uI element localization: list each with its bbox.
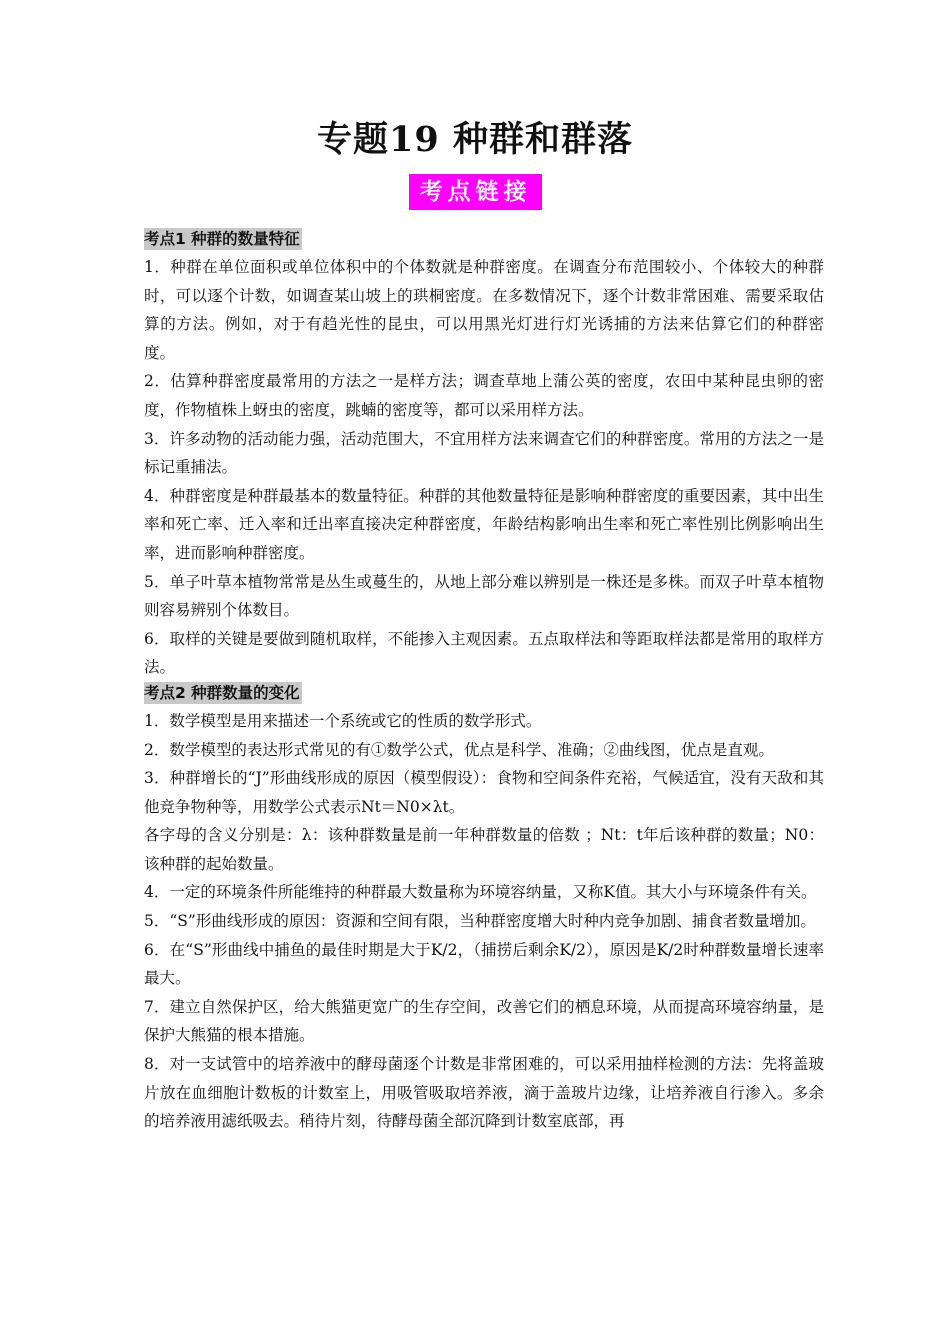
section-heading: 考点1 种群的数量特征	[144, 230, 300, 248]
paragraph: 5．单子叶草本植物常常是丛生或蔓生的，从地上部分难以辨别是一株还是多株。而双子叶草本植物则容易辨别个体数目。	[144, 572, 824, 620]
paragraph: 1．数学模型是用来描述一个系统或它的性质的数学形式。	[144, 711, 542, 730]
paragraph: 6．取样的关键是要做到随机取样，不能掺入主观因素。五点取样法和等距取样法都是常用的取样方法。	[144, 629, 824, 677]
page-title: 专题19 种群和群落	[317, 119, 633, 160]
section-banner: 考点链接	[409, 174, 542, 210]
section-population-change	[144, 682, 824, 1136]
paragraph: 2．数学模型的表达形式常见的有①数学公式，优点是科学、准确；②曲线图，优点是直观。	[144, 740, 774, 759]
document-body	[144, 228, 824, 1136]
paragraph: 6．在“S”形曲线中捕鱼的最佳时期是大于K/2，（捕捞后剩余K/2），原因是K/2时种群数量增长速率最大。	[144, 940, 824, 988]
paragraph: 4．种群密度是种群最基本的数量特征。种群的其他数量特征是影响种群密度的重要因素，其中出生率和死亡率、迁入率和迁出率直接决定种群密度，年龄结构影响出生率和死亡率性别比例影响出生率，进而影响种群密度。	[144, 486, 824, 562]
paragraph: 3．许多动物的活动能力强，活动范围大，不宜用样方法来调查它们的种群密度。常用的方法之一是标记重捕法。	[144, 429, 824, 477]
paragraph: 各字母的含义分别是：λ：该种群数量是前一年种群数量的倍数 ；Nt：t年后该种群的数量；N0：该种群的起始数量。	[144, 826, 824, 873]
paragraph: 2．估算种群密度最常用的方法之一是样方法；调查草地上蒲公英的密度，农田中某种昆虫卵的密度，作物植株上蚜虫的密度，跳蝻的密度等，都可以采用样方法。	[144, 372, 824, 419]
section-heading: 考点2 种群数量的变化	[144, 683, 300, 702]
paragraph: 4．一定的环境条件所能维持的种群最大数量称为环境容纳量，又称K值。其大小与环境条件有关。	[144, 883, 817, 902]
paragraph: 5．“S”形曲线形成的原因：资源和空间有限，当种群密度增大时种内竞争加剧、捕食者数量增加。	[144, 912, 816, 931]
paragraph: 1．种群在单位面积或单位体积中的个体数就是种群密度。在调查分布范围较小、个体较大的种群时，可以逐个计数，如调查某山坡上的珙桐密度。在多数情况下，逐个计数非常困难、需要采取估算的方法。例如，对于有趋光性的昆虫，可以用黑光灯进行灯光诱捕的方法来估算它们的种群密度。	[144, 258, 824, 362]
paragraph: 7．建立自然保护区，给大熊猫更宽广的生存空间，改善它们的栖息环境，从而提高环境容纳量，是保护大熊猫的根本措施。	[144, 997, 824, 1045]
paragraph: 8．对一支试管中的培养液中的酵母菌逐个计数是非常困难的，可以采用抽样检测的方法：先将盖玻片放在血细胞计数板的计数室上，用吸管吸取培养液，滴于盖玻片边缘，让培养液自行渗入。多余的培养液用滤纸吸去。稍待片刻，待酵母菌全部沉降到计数室底部，再	[144, 1055, 824, 1131]
section-population-features	[144, 228, 824, 682]
paragraph: 3．种群增长的“J”形曲线形成的原因（模型假设）：食物和空间条件充裕，气候适宜，没有天敌和其他竞争物种等，用数学公式表示Nt＝N0×λt。	[144, 769, 824, 816]
